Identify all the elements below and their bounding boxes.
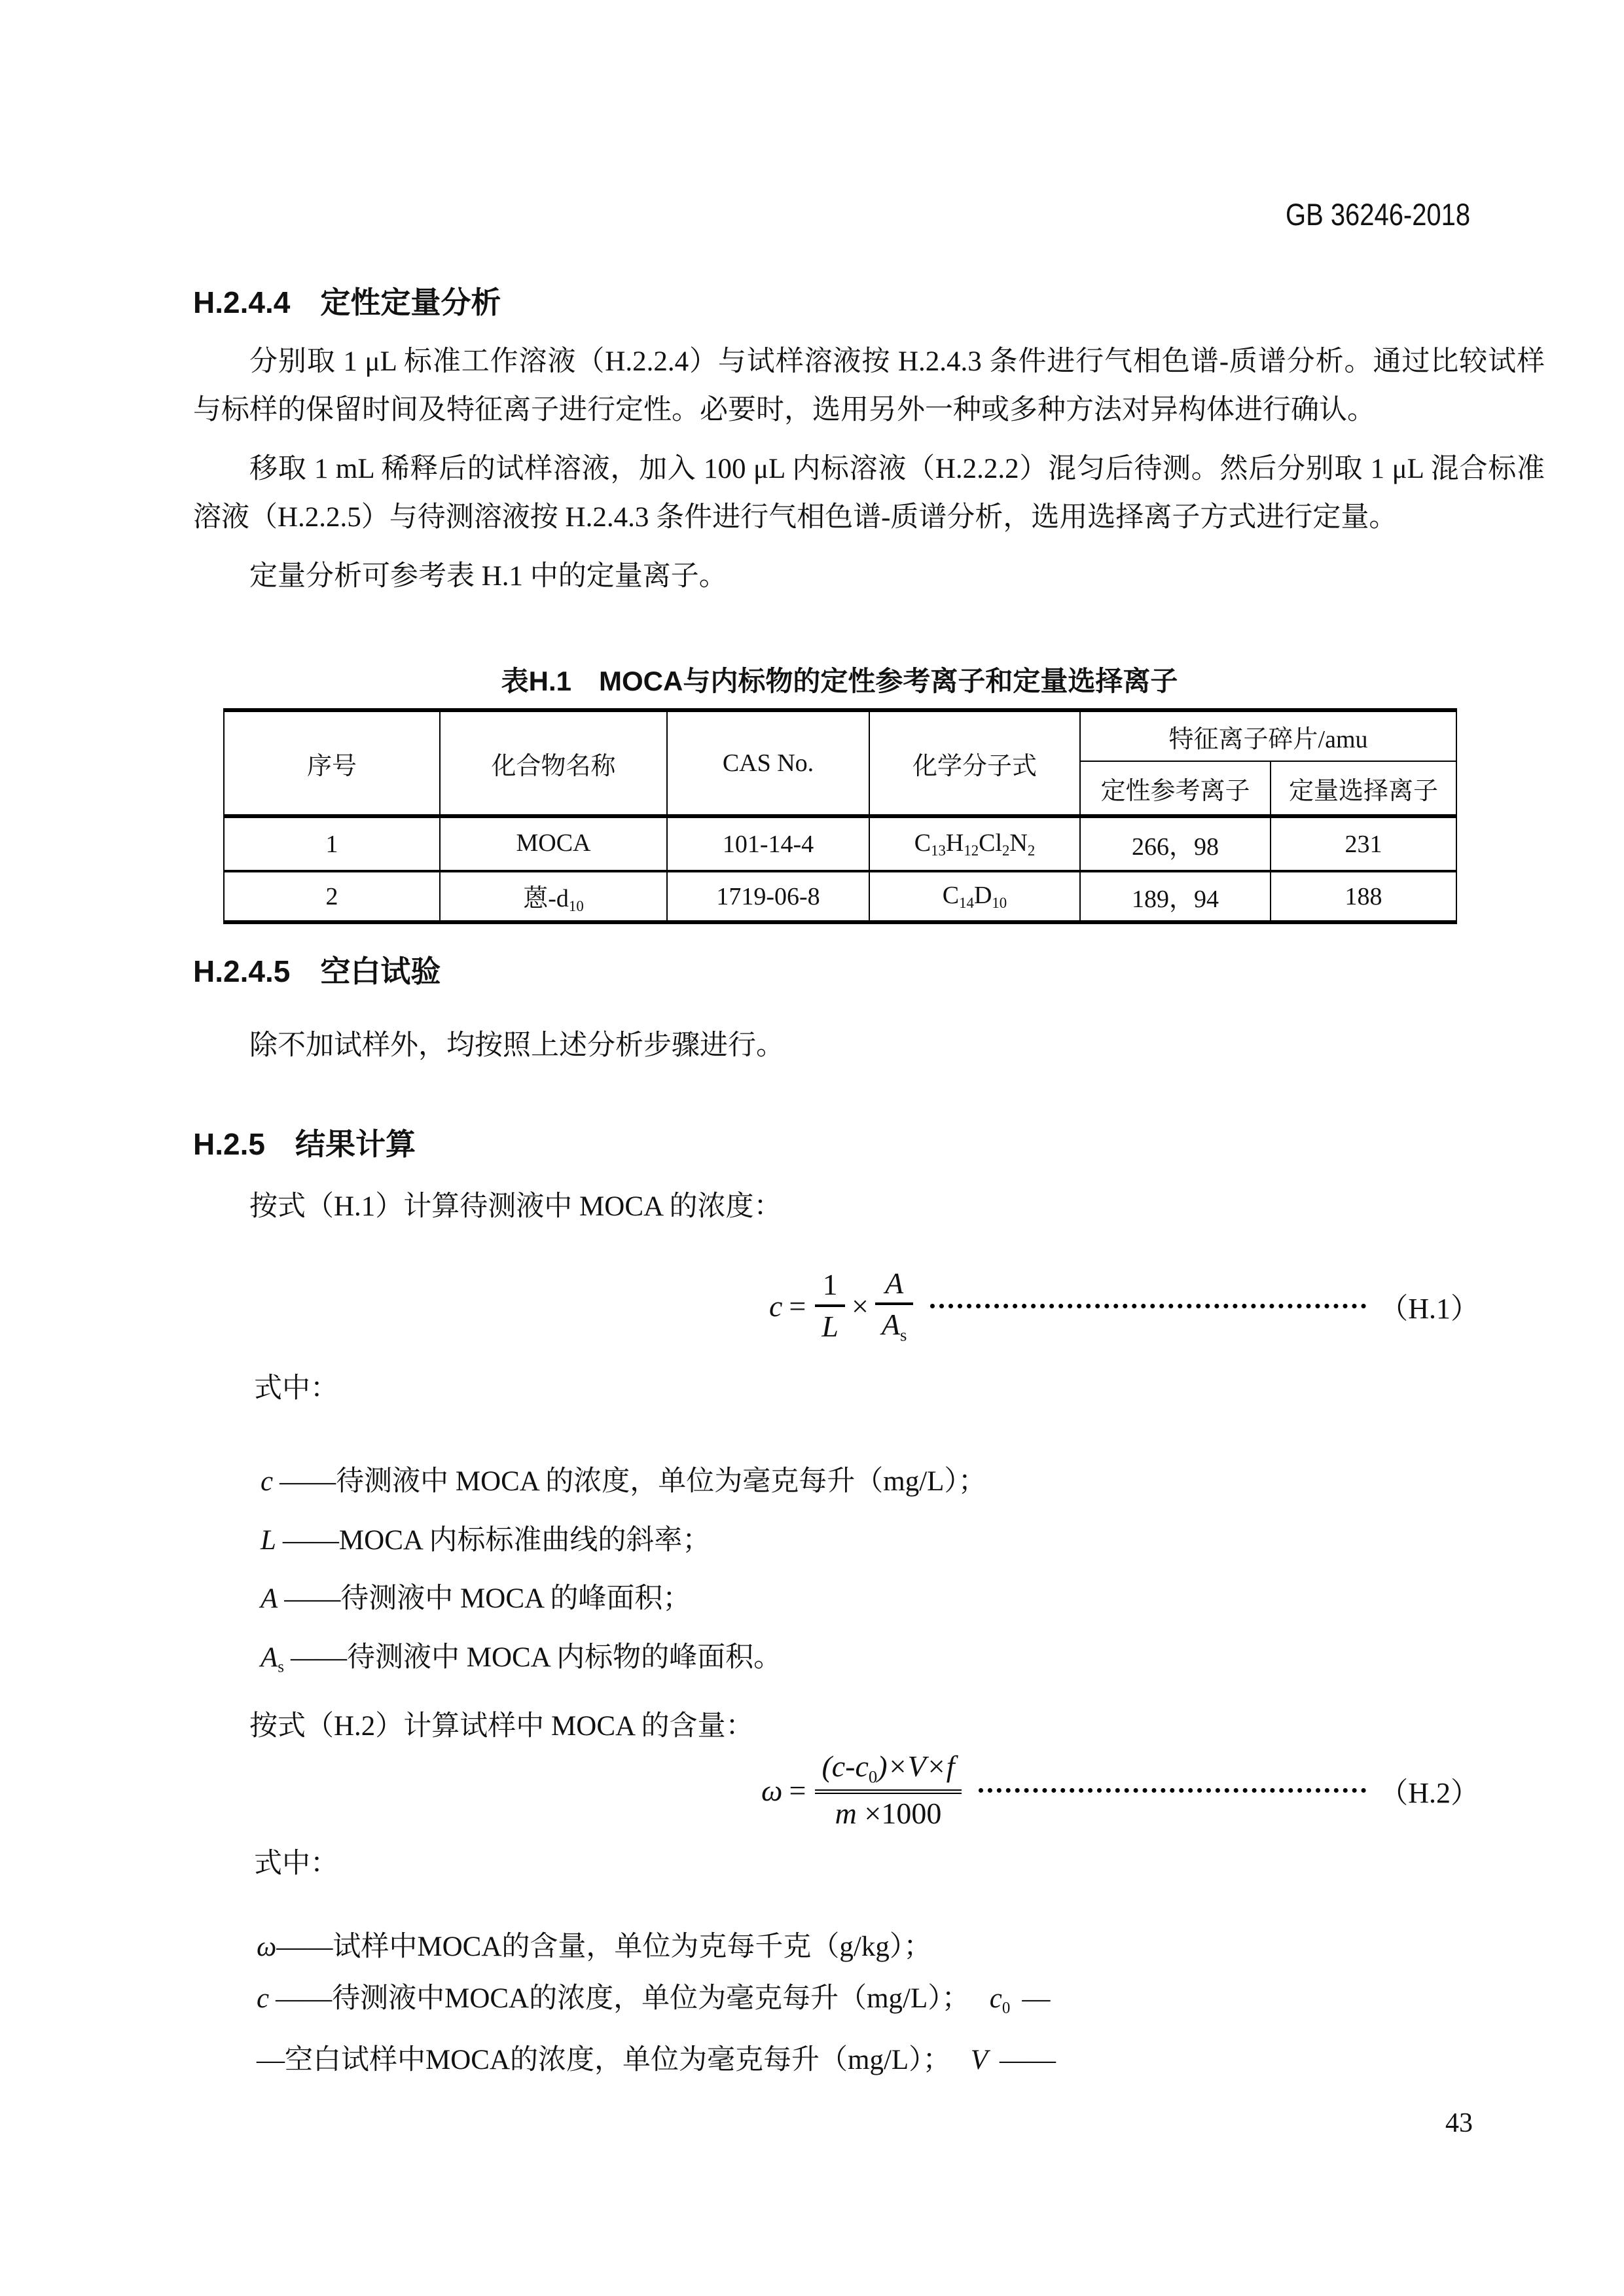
paragraph-3: 定量分析可参考表 H.1 中的定量离子。 (249, 561, 727, 592)
variable-As: A (261, 1642, 278, 1674)
formula-part: Cl (979, 829, 1003, 857)
numerator: 1 (815, 1268, 845, 1307)
variable-symbol (261, 1525, 276, 1556)
section-title: 结果计算 (295, 1127, 416, 1161)
cell-qualitative-ions: 189，94 (1080, 871, 1271, 922)
definition-list-h2 (257, 1921, 1056, 2086)
definition-list (261, 1457, 986, 1692)
dash-continuation: —— (999, 2044, 1056, 2075)
definition-text: ——待测液中 MOCA 的峰面积； (284, 1583, 691, 1615)
definition-text: ——待测液中 MOCA 的浓度，单位为毫克每升（mg/L）； (280, 1466, 986, 1497)
col-header-formula: 化学分子式 (869, 710, 1080, 816)
subscript-s: s (900, 1325, 907, 1345)
cell-compound-name (440, 871, 667, 922)
variable-c: c (769, 1289, 783, 1323)
numerator-text: (c-c (821, 1749, 869, 1784)
formula-subscript: 13 (931, 842, 946, 859)
definition-line (261, 1457, 986, 1516)
numerator-text: )×V×f (877, 1749, 955, 1784)
compound-name-text: 蒽-d (523, 885, 569, 913)
formula-part: H (945, 829, 964, 857)
table-number: 表H.1 (501, 666, 572, 696)
definition-line (257, 1973, 1056, 2034)
standard-number-header: GB 36246-2018 (1286, 197, 1471, 232)
cell-molecular-formula (869, 871, 1080, 922)
col-header-name: 化合物名称 (440, 710, 667, 816)
table-header-row-1 (224, 710, 1456, 761)
section-heading-h244 (193, 279, 501, 322)
formula-subscript: 14 (959, 894, 974, 911)
equals-sign: = (789, 1773, 806, 1807)
section-number: H.2.4.4 (193, 285, 291, 319)
variable-omega: ω (761, 1773, 783, 1807)
cell-quantitative-ion: 188 (1271, 871, 1456, 922)
formula-subscript: 12 (964, 842, 979, 859)
multiplication-sign: × (851, 1289, 869, 1323)
where-label: 式中： (254, 1848, 338, 1879)
formula-part: D (973, 882, 992, 910)
col-header-quantitative-ion: 定量选择离子 (1271, 761, 1456, 816)
table-row (224, 816, 1456, 871)
variable-L: L (821, 1310, 839, 1343)
variable-symbol (261, 1642, 284, 1676)
col-header-no: 序号 (224, 710, 440, 816)
definition-line (261, 1574, 986, 1633)
compound-name-text: MOCA (516, 829, 591, 857)
blank-test-paragraph: 除不加试样外，均按照上述分析步骤进行。 (249, 1030, 784, 1061)
table-title-text: MOCA与内标物的定性参考离子和定量选择离子 (599, 666, 1178, 696)
definition-text: ——待测液中MOCA的浓度，单位为毫克每升（mg/L）； (276, 1983, 970, 2014)
subscript-0: 0 (868, 1767, 878, 1787)
formula-part: N (1009, 829, 1028, 857)
variable-omega: ω (257, 1931, 277, 1962)
variable-c: c (261, 1466, 274, 1497)
dot-leader (979, 1788, 1367, 1793)
definition-text: ——试样中MOCA的含量，单位为克每千克（g/kg）； (276, 1931, 932, 1962)
dot-leader (930, 1304, 1366, 1308)
table-row (224, 871, 1456, 922)
variable-A: A (261, 1583, 278, 1615)
fraction-h2 (815, 1749, 961, 1831)
cell-quantitative-ion: 231 (1271, 816, 1456, 871)
formula-h1 (193, 1260, 1545, 1352)
formula-label-h2: （H.2） (1379, 1777, 1479, 1809)
formula-h2 (193, 1741, 1545, 1839)
paragraph-1: 分别取 1 μL 标准工作溶液（H.2.2.4）与试样溶液按 H.2.4.3 条件进行气相色谱-质谱分析。通过比较试样与标样的保留时间及特征离子进行定性。必要时，选用另外一种或多种方法对异构体进行确认。 (193, 346, 1545, 425)
equals-sign: = (789, 1289, 806, 1323)
formula-label-h1: （H.1） (1379, 1293, 1479, 1325)
denominator (815, 1307, 845, 1344)
table-body (224, 816, 1456, 922)
col-header-qualitative-ion: 定性参考离子 (1080, 761, 1271, 816)
formula-subscript: 2 (1002, 842, 1010, 859)
section-title: 空白试验 (320, 954, 441, 988)
definition-line (257, 1921, 1056, 1973)
formula-part: C (914, 829, 931, 857)
formula-subscript: 2 (1027, 842, 1036, 859)
paragraph-2: 移取 1 mL 稀释后的试样溶液，加入 100 μL 内标溶液（H.2.2.2）混匀后待测。然后分别取 1 μL 混合标准溶液（H.2.2.5）与待测溶液按 H.2.4.3 条件进行气相色谱-质谱分析，选用选择离子方式进行定量。 (193, 454, 1545, 533)
section-heading-h245 (193, 948, 441, 991)
formula-h2-intro: 按式（H.2）计算试样中 MOCA 的含量： (249, 1711, 754, 1742)
variable-L: L (261, 1524, 276, 1556)
page-number: 43 (1445, 2108, 1473, 2138)
definition-line (261, 1516, 986, 1575)
variable-symbol (261, 1466, 273, 1497)
section-number: H.2.4.5 (193, 954, 291, 988)
table-h1 (223, 708, 1457, 924)
numerator (815, 1749, 961, 1794)
section-heading-h25 (193, 1121, 416, 1164)
cell-cas: 1719-06-8 (667, 871, 869, 922)
section-number: H.2.5 (193, 1127, 265, 1161)
cell-cas: 101-14-4 (667, 816, 869, 871)
formula-subscript: 10 (992, 894, 1007, 911)
definition-line (261, 1633, 986, 1692)
variable-c0: c (989, 1983, 1002, 2014)
definition-text: —空白试样中MOCA的浓度，单位为毫克每升（mg/L）； (257, 2044, 951, 2075)
definition-text: ——待测液中 MOCA 内标物的峰面积。 (291, 1642, 782, 1674)
denominator (815, 1794, 961, 1831)
table-head (224, 710, 1456, 816)
cell-no: 1 (224, 816, 440, 871)
table-title (223, 660, 1456, 699)
section-title: 定性定量分析 (320, 285, 501, 319)
variable-c: c (257, 1983, 270, 2014)
compound-name-subscript: 10 (568, 897, 584, 914)
body-paragraphs (193, 338, 1545, 611)
formula-h1-intro: 按式（H.1）计算待测液中 MOCA 的浓度： (249, 1191, 782, 1222)
col-header-cas: CAS No. (667, 710, 869, 816)
variable-V: V (970, 2044, 988, 2075)
definition-line (257, 2034, 1056, 2086)
variable-m: m (835, 1797, 857, 1831)
col-header-group-ion-fragments: 特征离子碎片/amu (1080, 710, 1456, 761)
variable-A: A (881, 1308, 901, 1342)
fraction-A-over-As (875, 1266, 914, 1346)
where-label: 式中： (254, 1373, 338, 1404)
variable-A: A (885, 1266, 904, 1300)
variable-subscript: 0 (1001, 1999, 1011, 2017)
variable-subscript: s (278, 1658, 284, 1676)
definition-text: ——MOCA 内标标准曲线的斜率； (282, 1524, 711, 1556)
denominator (875, 1305, 914, 1345)
numerator (875, 1266, 914, 1306)
cell-compound-name (440, 816, 667, 871)
fraction-1-over-L (815, 1268, 845, 1343)
cell-molecular-formula (869, 816, 1080, 871)
cell-qualitative-ions: 266，98 (1080, 816, 1271, 871)
denominator-text: ×1000 (856, 1797, 942, 1831)
cell-no: 2 (224, 871, 440, 922)
formula-part: C (942, 882, 960, 910)
variable-symbol (261, 1583, 278, 1614)
dash-continuation: — (1022, 1983, 1051, 2014)
